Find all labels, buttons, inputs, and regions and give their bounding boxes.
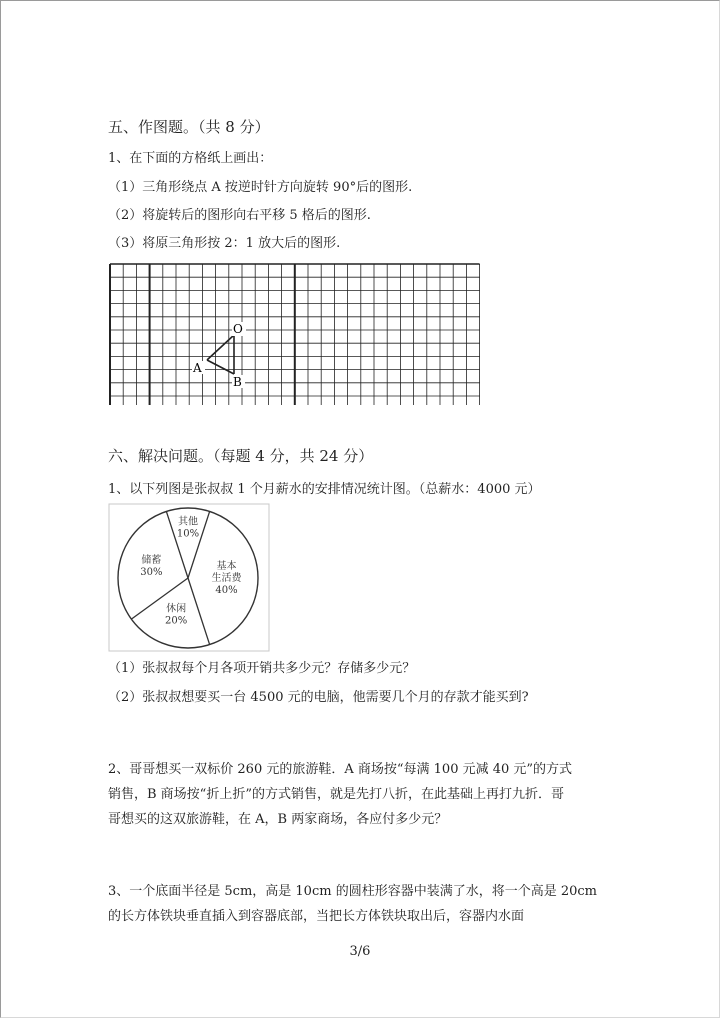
s6-q2-line-2: 销售，B 商场按“折上折”的方式销售，就是先打八折，在此基础上再打九折．哥 [108,787,564,802]
point-b-label: B [233,375,242,389]
slice-other-label: 其他 10% [176,516,200,540]
s5-q1-stem: 1、在下面的方格纸上画出： [108,151,273,166]
s5-q1-item-3: （3）将原三角形按 2：1 放大后的图形. [108,236,341,251]
point-o-label: O [233,322,243,336]
triangle [207,335,234,374]
s6-q2-line-3: 哥想买的这双旅游鞋，在 A，B 两家商场，各应付多少元？ [108,812,448,827]
s5-q1-item-1: （1）三角形绕点 A 按逆时针方向旋转 90°后的图形. [108,180,413,195]
triangle-side-ab [207,360,234,374]
s6-q3-line-2: 的长方体铁块垂直插入到容器底部，当把长方体铁块取出后，容器内水面 [108,909,525,924]
slice-savings-label: 储蓄 30% [140,555,163,579]
s6-q1-item-1: （1）张叔叔每个月各项开销共多少元？存储多少元？ [108,661,416,676]
section5-title: 五、作图题。（共 8 分） [108,118,270,136]
section6-title: 六、解决问题。（每题 4 分，共 24 分） [108,447,374,465]
slice-leisure-label: 休闲 20% [164,603,188,627]
page-number: 3/6 [349,944,371,959]
salary-pie-chart [108,503,272,655]
s6-q1-item-2: （2）张叔叔想要买一台 4500 元的电脑，他需要几个月的存款才能买到? [108,690,529,705]
s6-q2-line-1: 2、哥哥想买一双标价 260 元的旅游鞋．A 商场按“每满 100 元减 40 元”的方式 [108,762,573,777]
s6-q1-stem: 1、以下列图是张叔叔 1 个月薪水的安排情况统计图。（总薪水：4000 元） [108,482,541,497]
square-grid [108,263,483,405]
slice-basic-living-label: 基本生活费 40% [211,561,242,596]
s6-q3-line-1: 3、一个底面半径是 5cm，高是 10cm 的圆柱形容器中装满了水，将一个高是 20cm [108,884,597,899]
point-a-label: A [193,361,202,375]
s5-q1-item-2: （2）将旋转后的图形向右平移 5 格后的图形. [108,208,371,223]
